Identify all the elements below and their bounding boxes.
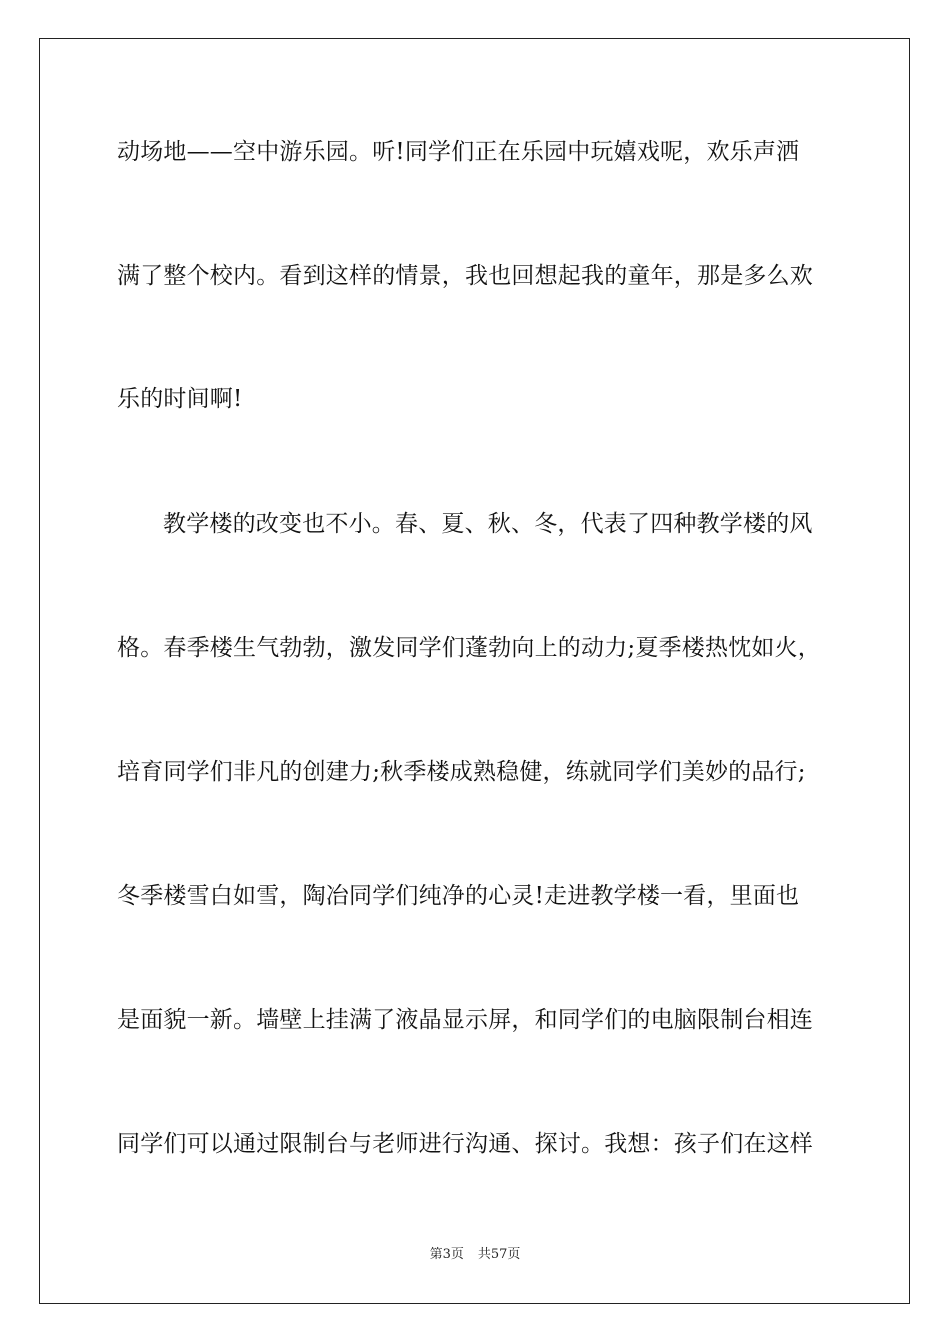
- page-total: 共57页: [477, 1247, 521, 1262]
- text-line-8: 是面貌一新。墙壁上挂满了液晶显示屏，和同学们的电脑限制台相连: [117, 1007, 813, 1033]
- text-line-2: 满了整个校内。看到这样的情景，我也回想起我的童年，那是多么欢: [117, 263, 813, 289]
- text-line-4: 教学楼的改变也不小。春、夏、秋、冬，代表了四种教学楼的风: [163, 511, 813, 537]
- text-line-5: 格。春季楼生气勃勃，激发同学们蓬勃向上的动力;夏季楼热忱如火，: [117, 635, 821, 661]
- page-number: 第3页: [429, 1247, 464, 1262]
- text-line-9: 同学们可以通过限制台与老师进行沟通、探讨。我想：孩子们在这样: [117, 1131, 813, 1157]
- text-line-7: 冬季楼雪白如雪，陶冶同学们纯净的心灵!走进教学楼一看，里面也: [117, 883, 800, 909]
- text-line-1: 动场地——空中游乐园。听!同学们正在乐园中玩嬉戏呢，欢乐声洒: [117, 139, 800, 165]
- page-frame: [39, 38, 910, 1304]
- text-line-3: 乐的时间啊!: [117, 386, 243, 412]
- text-line-6: 培育同学们非凡的创建力;秋季楼成熟稳健，练就同学们美妙的品行;: [117, 759, 806, 785]
- page-footer: [0, 1246, 950, 1264]
